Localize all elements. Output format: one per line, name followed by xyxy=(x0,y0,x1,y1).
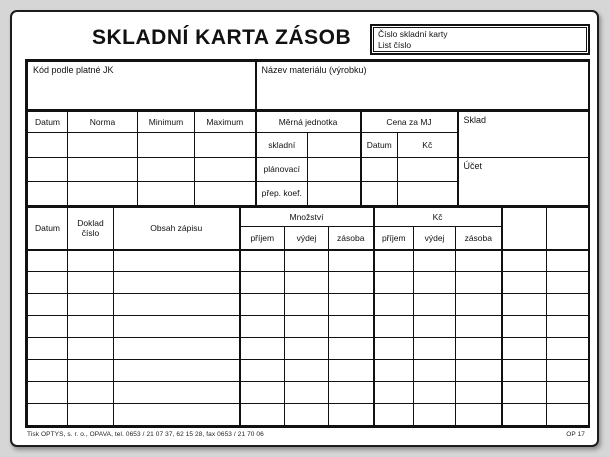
ledger-empty-cell xyxy=(547,404,589,426)
ledger-empty-cell xyxy=(414,360,456,382)
ledger-empty-row xyxy=(28,316,589,338)
ledger-empty-cell xyxy=(502,338,547,360)
norms-section xyxy=(27,110,589,206)
ledger-empty-cell xyxy=(374,360,414,382)
empty-cell xyxy=(138,181,195,205)
ledger-empty-cell xyxy=(68,316,114,338)
ledger-empty-cell xyxy=(502,382,547,404)
warehouse-field: Sklad xyxy=(458,111,589,157)
identification-row xyxy=(28,62,589,110)
quantity-in-header: příjem xyxy=(240,227,285,250)
ledger-empty-row xyxy=(28,338,589,360)
ledger-empty-cell xyxy=(285,382,329,404)
empty-cell xyxy=(308,157,361,181)
ledger-empty-cell xyxy=(68,272,114,294)
ledger-empty-cell xyxy=(502,316,547,338)
quantity-out-header: výdej xyxy=(285,227,329,250)
empty-cell xyxy=(195,132,256,157)
ledger-empty-cell xyxy=(374,316,414,338)
ledger-empty-cell xyxy=(285,272,329,294)
ledger-empty-cell xyxy=(414,382,456,404)
price-group-header: Cena za MJ xyxy=(361,111,458,132)
unit-row-planning xyxy=(28,157,589,181)
ledger-empty-row xyxy=(28,272,589,294)
form-grid xyxy=(25,59,590,428)
ledger-empty-cell xyxy=(114,272,240,294)
ledger-entry-header: Obsah zápisu xyxy=(114,207,240,250)
code-field: Kód podle platné JK xyxy=(28,62,256,110)
ledger-empty-row xyxy=(28,250,589,272)
form-code: OP 17 xyxy=(566,431,585,438)
empty-cell xyxy=(398,157,458,181)
ledger-empty-cell xyxy=(456,338,502,360)
norms-date-header: Datum xyxy=(28,111,68,132)
norms-minimum-header: Minimum xyxy=(138,111,195,132)
empty-cell xyxy=(28,181,68,205)
ledger-empty-cell xyxy=(414,272,456,294)
card-number-box-inner xyxy=(373,27,587,52)
card-number-box xyxy=(370,24,590,55)
empty-cell xyxy=(195,157,256,181)
ledger-empty-cell xyxy=(414,338,456,360)
ledger-empty-cell xyxy=(547,272,589,294)
ledger-empty-cell xyxy=(68,404,114,426)
ledger-empty-cell xyxy=(28,250,68,272)
ledger-empty-row xyxy=(28,382,589,404)
ledger-empty-cell xyxy=(414,294,456,316)
ledger-empty-cell xyxy=(502,272,547,294)
ledger-empty-cell xyxy=(240,360,285,382)
empty-cell xyxy=(308,132,361,157)
ledger-empty-cell xyxy=(114,404,240,426)
ledger-date-header: Datum xyxy=(28,207,68,250)
ledger-empty-cell xyxy=(547,382,589,404)
ledger-empty-row xyxy=(28,404,589,426)
ledger-empty-cell xyxy=(28,382,68,404)
ledger-empty-cell xyxy=(28,338,68,360)
printer-info: Tisk OPTYS, s. r. o., OPAVA, tel. 0653 / 21 07 37, 62 15 28, fax 0653 / 21 70 06 xyxy=(27,431,264,438)
ledger-empty-cell xyxy=(374,338,414,360)
ledger-empty-cell xyxy=(114,316,240,338)
ledger-empty-cell xyxy=(547,250,589,272)
ledger-empty-cell xyxy=(28,272,68,294)
ledger-empty-cell xyxy=(414,250,456,272)
material-name-field: Název materiálu (výrobku) xyxy=(256,62,589,110)
account-field: Účet xyxy=(458,157,589,205)
empty-cell xyxy=(308,181,361,205)
stock-card-form xyxy=(10,10,599,447)
ledger-empty-cell xyxy=(329,360,374,382)
empty-cell xyxy=(68,132,138,157)
ledger-empty-cell xyxy=(240,338,285,360)
ledger-empty-cell xyxy=(285,294,329,316)
ledger-empty-cell xyxy=(28,294,68,316)
kc-group-header: Kč xyxy=(374,207,502,227)
ledger-section xyxy=(27,206,589,427)
ledger-empty-cell xyxy=(240,316,285,338)
ledger-empty-cell xyxy=(547,316,589,338)
ledger-empty-cell xyxy=(240,294,285,316)
ledger-empty-cell xyxy=(114,250,240,272)
unit-stock-label: skladní xyxy=(256,132,308,157)
footer xyxy=(27,431,585,438)
empty-cell xyxy=(361,157,398,181)
card-number-label: Číslo skladní karty xyxy=(378,29,448,39)
ledger-empty-cell xyxy=(456,272,502,294)
ledger-empty-cell xyxy=(240,250,285,272)
ledger-empty-cell xyxy=(68,250,114,272)
ledger-empty-cell xyxy=(502,360,547,382)
ledger-empty-cell xyxy=(28,360,68,382)
ledger-empty-cell xyxy=(285,250,329,272)
ledger-empty-cell xyxy=(374,294,414,316)
ledger-empty-cell xyxy=(68,382,114,404)
ledger-empty-cell xyxy=(456,294,502,316)
ledger-body xyxy=(28,250,589,426)
norms-maximum-header: Maximum xyxy=(195,111,256,132)
ledger-empty-cell xyxy=(285,338,329,360)
empty-cell xyxy=(138,157,195,181)
empty-cell xyxy=(195,181,256,205)
empty-cell xyxy=(68,181,138,205)
ledger-empty-cell xyxy=(414,316,456,338)
ledger-empty-cell xyxy=(502,250,547,272)
ledger-empty-cell xyxy=(240,382,285,404)
ledger-empty-cell xyxy=(374,404,414,426)
ledger-empty-row xyxy=(28,360,589,382)
ledger-empty-cell xyxy=(329,272,374,294)
quantity-group-header: Množství xyxy=(240,207,374,227)
kc-out-header: výdej xyxy=(414,227,456,250)
ledger-empty-cell xyxy=(547,338,589,360)
ledger-empty-cell xyxy=(414,404,456,426)
identification-section xyxy=(27,61,589,110)
ledger-empty-cell xyxy=(502,294,547,316)
quantity-stock-header: zásoba xyxy=(329,227,374,250)
ledger-empty-cell xyxy=(28,404,68,426)
ledger-empty-cell xyxy=(456,382,502,404)
empty-cell xyxy=(68,157,138,181)
ledger-empty-cell xyxy=(68,294,114,316)
ledger-empty-cell xyxy=(114,338,240,360)
ledger-empty-cell xyxy=(285,360,329,382)
ledger-empty-cell xyxy=(68,338,114,360)
ledger-empty-cell xyxy=(28,316,68,338)
ledger-empty-cell xyxy=(329,382,374,404)
ledger-empty-cell xyxy=(285,316,329,338)
ledger-empty-cell xyxy=(329,338,374,360)
ledger-empty-cell xyxy=(456,404,502,426)
ledger-empty-cell xyxy=(456,316,502,338)
ledger-empty-cell xyxy=(502,404,547,426)
ledger-empty-cell xyxy=(114,294,240,316)
ledger-empty-cell xyxy=(329,316,374,338)
ledger-empty-cell xyxy=(374,382,414,404)
ledger-empty-cell xyxy=(240,404,285,426)
ledger-empty-cell xyxy=(240,272,285,294)
ledger-empty-cell xyxy=(547,294,589,316)
ledger-empty-cell xyxy=(114,382,240,404)
ledger-empty-cell xyxy=(329,250,374,272)
ledger-empty-cell xyxy=(374,272,414,294)
ledger-empty-cell xyxy=(68,360,114,382)
kc-stock-header: zásoba xyxy=(456,227,502,250)
ledger-empty-cell xyxy=(285,404,329,426)
price-kc-subheader: Kč xyxy=(398,132,458,157)
empty-cell xyxy=(398,181,458,205)
empty-cell xyxy=(138,132,195,157)
sheet-number-label: List číslo xyxy=(378,40,412,50)
ledger-empty-cell xyxy=(456,250,502,272)
ledger-empty-cell xyxy=(114,360,240,382)
kc-in-header: příjem xyxy=(374,227,414,250)
empty-cell xyxy=(361,181,398,205)
ledger-empty-cell xyxy=(374,250,414,272)
ledger-empty-row xyxy=(28,294,589,316)
form-title: SKLADNÍ KARTA ZÁSOB xyxy=(92,26,352,49)
empty-cell xyxy=(28,132,68,157)
ledger-header-row-1 xyxy=(28,207,589,227)
ledger-document-header: Doklad číslo xyxy=(68,207,114,250)
ledger-empty-cell xyxy=(456,360,502,382)
norms-header-row xyxy=(28,111,589,132)
ledger-empty-cell xyxy=(329,404,374,426)
empty-cell xyxy=(28,157,68,181)
unit-planning-label: plánovací xyxy=(256,157,308,181)
price-date-subheader: Datum xyxy=(361,132,398,157)
extra-column-header xyxy=(547,207,589,250)
extra-column-header xyxy=(502,207,547,250)
unit-coefficient-label: přep. koef. xyxy=(256,181,308,205)
norms-norm-header: Norma xyxy=(68,111,138,132)
ledger-empty-cell xyxy=(329,294,374,316)
ledger-empty-cell xyxy=(547,360,589,382)
unit-group-header: Měrná jednotka xyxy=(256,111,361,132)
